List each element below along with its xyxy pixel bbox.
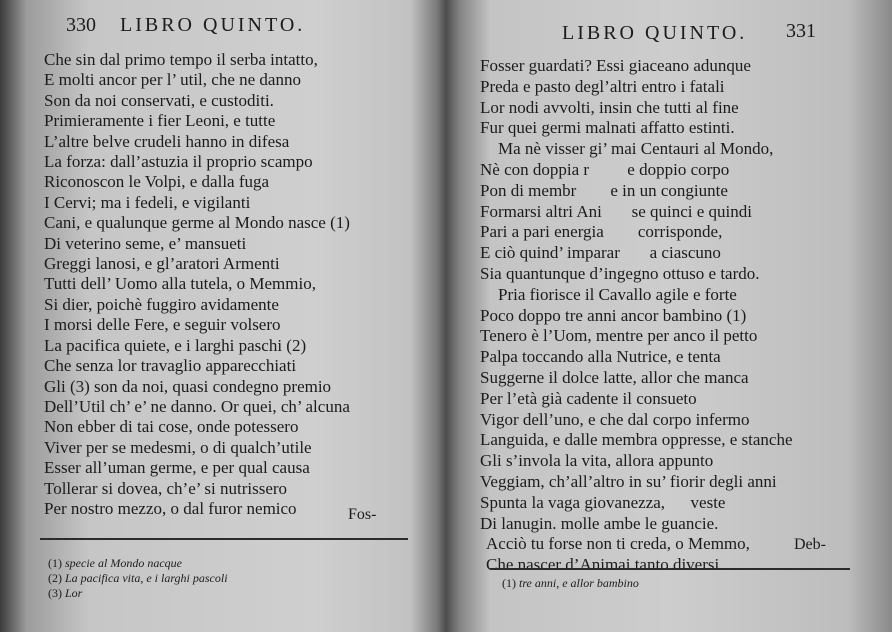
verse-line: Palpa toccando alla Nutrice, e tenta	[480, 347, 721, 367]
verse-line: Preda e pasto degl’altri entro i fatali	[480, 76, 725, 96]
footnote-rule	[40, 538, 408, 540]
verse-line: Formarsi altri Ani se quinci e quindi	[480, 201, 752, 221]
footnote-text: specie al Mondo nacque	[65, 556, 182, 570]
verse-line: Suggerne il dolce latte, allor che manca	[480, 367, 749, 387]
verse-line: I Cervi; ma i fedeli, e vigilanti	[44, 192, 251, 212]
footnote	[48, 571, 228, 586]
verse-line: Pon di membr e in un congiunte	[480, 180, 728, 200]
verse-line: Riconoscon le Volpi, e dalla fuga	[44, 172, 270, 192]
catchword: Deb-	[794, 536, 826, 553]
verse-line: L’altre belve crudeli hanno in difesa	[44, 131, 290, 151]
verse-line: Spunta la vaga giovanezza, veste	[480, 492, 726, 512]
verse-line: Acciò tu forse non ti creda, o Memmo,	[486, 534, 750, 554]
verse-line: Primieramente i fier Leoni, e tutte	[44, 111, 276, 131]
page-number: 331	[786, 20, 816, 42]
verse-line: Fur quei germi malnati affatto estinti.	[480, 118, 735, 138]
verse-line: Esser all’uman germe, e per qual causa	[44, 458, 310, 478]
verse-line: Son da noi conservati, e custoditi.	[44, 90, 274, 110]
verse-line: Tollerar si dovea, ch’e’ si nutrissero	[44, 478, 288, 498]
verse-line: La forza: dall’astuzia il proprio scampo	[44, 152, 313, 172]
verse-line: E ciò quind’ imparar a ciascuno	[480, 243, 721, 263]
footnotes	[48, 556, 228, 601]
verse-line: E molti ancor per l’ util, che ne danno	[44, 70, 301, 90]
verse-line: Greggi lanosi, e gl’aratori Armenti	[44, 254, 280, 274]
verse-line: Languida, e dalle membra oppresse, e stanche	[480, 430, 793, 450]
verse-line: Gli s’invola la vita, allora appunto	[480, 451, 714, 471]
verse-line: Dell’Util ch’ e’ ne danno. Or quei, ch’ alcuna	[44, 396, 350, 416]
verse-line: Cani, e qualunque germe al Mondo nasce (1)	[44, 213, 350, 233]
verse-line: Non ebber di tai cose, onde potessero	[44, 417, 299, 437]
footnote-text: La pacifica vita, e i larghi pascoli	[65, 571, 228, 585]
catchword: Fos-	[348, 506, 377, 523]
footnote-mark: (3)	[48, 586, 62, 600]
verse-line: Fosser guardati? Essi giaceano adunque	[480, 56, 751, 75]
footnote	[48, 556, 228, 571]
page-number: 330	[66, 14, 96, 36]
footnote-text: Lor	[65, 586, 83, 600]
right-page	[446, 0, 892, 632]
verse-line: Viver per se medesmi, o di qualch’utile	[44, 437, 312, 457]
running-head: LIBRO QUINTO.	[120, 14, 306, 36]
verse-line: Che senza lor travaglio apparecchiati	[44, 356, 297, 376]
verse-line: Per nostro mezzo, o dal furor nemico	[44, 498, 297, 518]
verse-line: La pacifica quiete, e i larghi paschi (2)	[44, 335, 307, 355]
verse-line: Che nascer d’Animai tanto diversi	[486, 555, 720, 575]
verse-text	[44, 50, 350, 519]
footnote-mark: (1)	[48, 556, 62, 570]
verse-line: Si dier, poichè fuggiro avidamente	[44, 294, 279, 314]
verse-line: Ma nè visser gi’ mai Centauri al Mondo,	[498, 139, 774, 159]
verse-line: Tutti dell’ Uomo alla tutela, o Memmio,	[44, 274, 316, 294]
footnote	[502, 576, 639, 591]
verse-line: Nè con doppia r e doppio corpo	[480, 159, 730, 179]
verse-line: Di lanugin. molle ambe le guancie.	[480, 513, 719, 533]
verse-line: Pria fiorisce il Cavallo agile e forte	[498, 284, 737, 304]
footnote	[48, 586, 228, 601]
verse-line: Per l’età già cadente il consueto	[480, 388, 697, 408]
verse-line: Poco doppo tre anni ancor bambino (1)	[480, 305, 747, 325]
verse-line: Vigor dell’uno, e che dal corpo infermo	[480, 409, 750, 429]
verse-text	[480, 56, 792, 576]
footnotes	[502, 576, 639, 591]
verse-line: Sia quantunque d’ingegno ottuso e tardo.	[480, 263, 760, 283]
footnote-mark: (1)	[502, 576, 516, 590]
left-page	[0, 0, 440, 632]
verse-line: Di veterino seme, e’ mansueti	[44, 233, 247, 253]
verse-line: Veggiam, ch’all’altro in su’ fiorir degli anni	[480, 471, 777, 491]
running-head: LIBRO QUINTO.	[562, 22, 748, 44]
verse-line: Lor nodi avvolti, insin che tutti al fine	[480, 97, 739, 117]
verse-line: Gli (3) son da noi, quasi condegno premio	[44, 376, 332, 396]
verse-line: Che sin dal primo tempo il serba intatto,	[44, 50, 318, 69]
verse-line: I morsi delle Fere, e seguir volsero	[44, 315, 281, 335]
verse-line: Pari a pari energia corrisponde,	[480, 222, 723, 242]
footnote-rule	[490, 568, 850, 570]
verse-line: Tenero è l’Uom, mentre per anco il petto	[480, 326, 758, 346]
footnote-text: tre anni, e allor bambino	[519, 576, 639, 590]
footnote-mark: (2)	[48, 571, 62, 585]
